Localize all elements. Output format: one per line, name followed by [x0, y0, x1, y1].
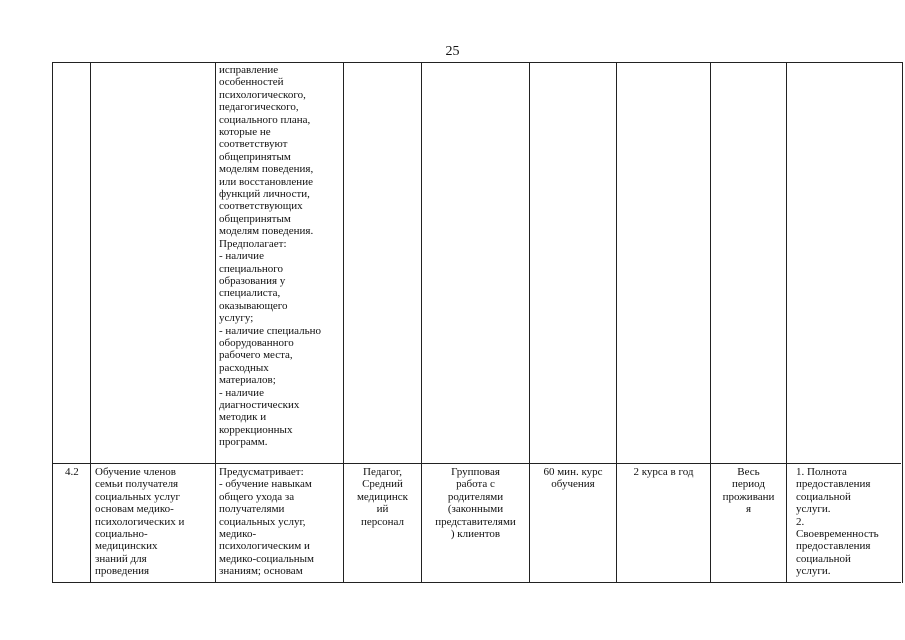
description-line: медико-социальным [219, 552, 315, 565]
description-line: - наличие [219, 386, 264, 399]
description-line: общего ухода за [219, 490, 295, 503]
description-line: специального [219, 262, 284, 275]
period-line: Весь [737, 466, 760, 478]
page-number: 25 [445, 44, 460, 59]
column-divider [786, 62, 787, 582]
column-divider [90, 62, 91, 582]
row-number: 4.2 [65, 466, 79, 478]
service-description [219, 466, 343, 578]
description-line: услугу; [219, 312, 254, 325]
description-line: Предполагает: [219, 237, 287, 250]
description-line: расходных [219, 361, 269, 374]
form-line: (законными [447, 503, 504, 516]
criteria-cell [796, 466, 900, 578]
staff-line: Педагог, [363, 466, 402, 478]
period-line: я [745, 503, 752, 516]
description-line: социальных услуг, [219, 515, 306, 528]
form-line: Групповая [451, 466, 500, 478]
description-line: общепринятым [219, 212, 291, 225]
criteria-line: Своевременность [796, 528, 879, 541]
criteria-line: социальной [796, 490, 851, 503]
description-line: образования у [219, 274, 286, 287]
description-line: социального плана, [219, 113, 311, 126]
description-line: или восстановление [219, 175, 313, 188]
criteria-line: 1. Полнота [796, 466, 847, 478]
form-line: родителями [447, 490, 504, 503]
description-line: - наличие специально [219, 324, 322, 337]
description-line: оказывающего [219, 299, 288, 312]
form-line: ) клиентов [450, 528, 501, 541]
criteria-line: услуги. [796, 565, 831, 578]
staff-line: ий [376, 503, 389, 516]
name-line: знаний для [95, 552, 147, 565]
row-divider [52, 463, 901, 464]
description-line: программ. [219, 436, 268, 449]
row-divider [52, 582, 901, 583]
description-line: функций личности, [219, 188, 310, 201]
name-line: семьи получателя [95, 478, 179, 491]
period-line: проживани [722, 490, 775, 503]
name-line: проведения [95, 565, 150, 578]
description-line: коррекционных [219, 423, 293, 436]
description-line: медико- [219, 528, 257, 541]
service-description-continued [219, 64, 343, 449]
form-cell [422, 466, 529, 540]
description-line: моделям поведения, [219, 163, 314, 176]
name-line: медицинских [95, 540, 158, 553]
period-cell [711, 466, 786, 516]
name-line: Обучение членов [95, 466, 176, 478]
description-line: - наличие [219, 250, 264, 263]
description-line: оборудованного [219, 336, 294, 349]
name-line: психологических и [95, 515, 185, 528]
name-line: социальных услуг [95, 490, 181, 503]
description-line: знаниям; основам [219, 565, 303, 578]
staff-cell [344, 466, 421, 528]
description-line: моделям поведения. [219, 225, 314, 238]
staff-line: Средний [362, 478, 403, 491]
criteria-line: социальной [796, 552, 851, 565]
description-line: - обучение навыкам [219, 478, 312, 491]
form-line: представителями [435, 515, 516, 528]
name-line: социально- [95, 528, 148, 541]
column-divider [215, 62, 216, 582]
description-line: методик и [219, 411, 267, 424]
frequency-line: 2 курса в год [633, 466, 694, 478]
description-line: рабочего места, [219, 349, 293, 362]
column-divider [529, 62, 530, 582]
description-line: получателями [219, 503, 285, 516]
service-name [95, 466, 215, 578]
form-line: работа с [456, 478, 495, 491]
description-line: психологического, [219, 88, 306, 101]
criteria-line: предоставления [796, 540, 871, 553]
criteria-line: предоставления [796, 478, 871, 491]
duration-line: 60 мин. курс [543, 466, 603, 478]
description-line: материалов; [219, 374, 276, 387]
description-line: Предусматривает: [219, 466, 304, 478]
column-divider [616, 62, 617, 582]
staff-line: персонал [360, 515, 404, 528]
frequency-cell [617, 466, 710, 478]
description-line: педагогического, [219, 101, 299, 114]
description-line: особенностей [219, 76, 284, 89]
criteria-line: 2. [796, 515, 805, 528]
name-line: основам медико- [95, 503, 174, 516]
description-line: соответствующих [219, 200, 303, 213]
staff-line: медицинск [356, 490, 409, 503]
duration-line: обучения [551, 478, 595, 491]
period-line: период [732, 478, 765, 491]
description-line: которые не [219, 126, 271, 139]
description-line: психологическим и [219, 540, 310, 553]
description-line: специалиста, [219, 287, 281, 300]
description-line: соответствуют [219, 138, 288, 151]
description-line: исправление [219, 64, 279, 76]
description-line: общепринятым [219, 150, 291, 163]
criteria-line: услуги. [796, 503, 831, 516]
duration-cell [530, 466, 616, 491]
description-line: диагностических [219, 398, 300, 411]
